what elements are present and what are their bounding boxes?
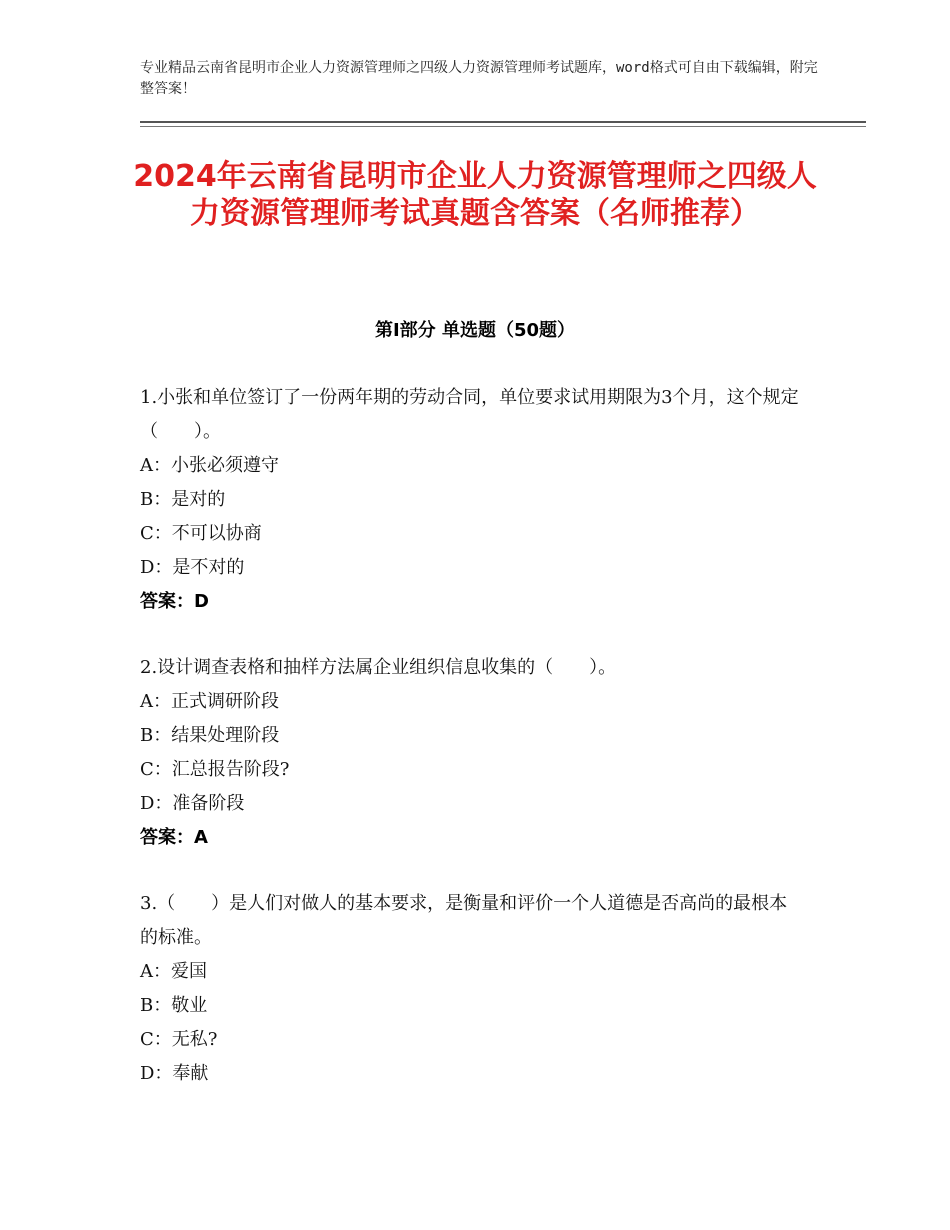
question-text: 2.设计调查表格和抽样方法属企业组织信息收集的（ ）。 [140, 657, 617, 678]
option-a: A：正式调研阶段 [140, 691, 279, 712]
answer: 答案：D [140, 591, 209, 612]
answer: 答案：A [140, 827, 208, 848]
option-c: C：不可以协商 [140, 523, 262, 544]
section-title: 第Ⅰ部分 单选题（50题） [374, 320, 575, 341]
option-a: A：小张必须遵守 [140, 455, 279, 476]
option-d: D：奉献 [140, 1063, 209, 1084]
question-text: 3.（ ）是人们对做人的基本要求，是衡量和评价一个人道德是否高尚的最根本的标准。 [140, 893, 788, 948]
option-d: D：是不对的 [140, 557, 245, 578]
option-b: B：结果处理阶段 [140, 725, 280, 746]
question-1 [140, 381, 800, 619]
option-b: B：是对的 [140, 489, 226, 510]
option-d: D：准备阶段 [140, 793, 245, 814]
question-2 [140, 651, 800, 855]
option-c: C：汇总报告阶段? [140, 759, 290, 780]
option-a: A：爱国 [140, 961, 207, 982]
question-list [140, 381, 800, 1123]
question-text: 1.小张和单位签订了一份两年期的劳动合同，单位要求试用期限为3个月，这个规定（ ）。 [140, 387, 799, 442]
header-note: 专业精品云南省昆明市企业人力资源管理师之四级人力资源管理师考试题库，word格式可自由下载编辑，附完整答案！ [140, 60, 818, 97]
header-divider-thin [140, 126, 866, 127]
option-c: C：无私? [140, 1029, 218, 1050]
question-3 [140, 887, 800, 1091]
option-b: B：敬业 [140, 995, 208, 1016]
document-title: 2024年云南省昆明市企业人力资源管理师之四级人力资源管理师考试真题含答案（名师推荐） [133, 159, 817, 231]
header-divider-thick [140, 121, 866, 123]
